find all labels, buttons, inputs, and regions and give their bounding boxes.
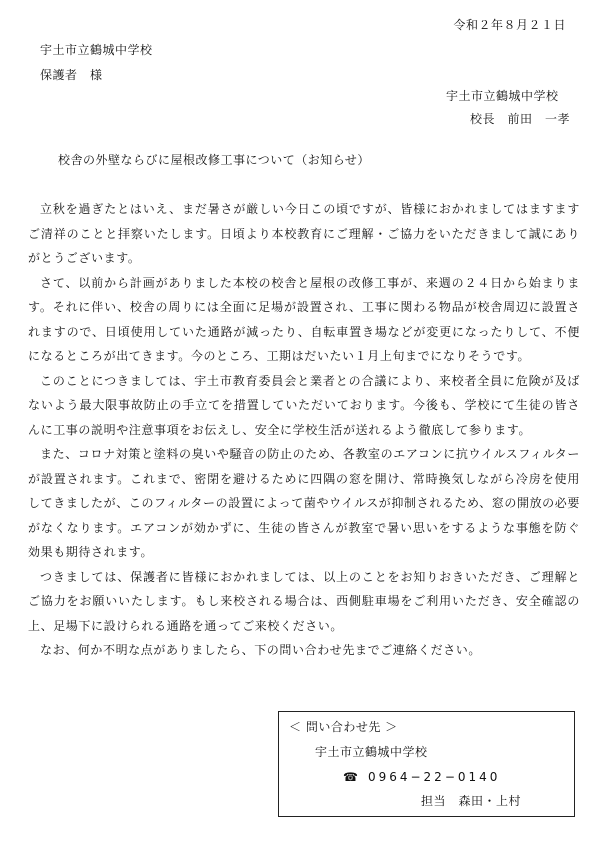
notice-body xyxy=(28,197,580,663)
recipient-school: 宇土市立鶴城中学校 xyxy=(40,43,153,57)
sender-school: 宇土市立鶴城中学校 xyxy=(446,89,559,103)
issue-date: 令和２年８月２１日 xyxy=(453,18,566,32)
body-paragraph: さて、以前から計画がありました本校の校舎と屋根の改修工事が、来週の２４日から始まります。それに伴い、校舎の周りには全面に足場が設置され、工事に関わる物品が校舎周辺に設置されますので、日頃使用していた通路が減ったり、自転車置き場などが変更になったりして、不便になるところが出てきます。今のところ、工期はだいたい１月上旬までになりそうです。 xyxy=(28,275,580,363)
sender-principal: 校長 前田 一孝 xyxy=(470,112,571,126)
contact-staff: 担当 森田・上村 xyxy=(421,794,522,808)
contact-phone-line xyxy=(343,769,500,785)
body-paragraph: つきましては、保護者に皆様におかれましては、以上のことをお知りおきいただき、ご理解とご協力をお願いいたします。もし来校される場合は、西側駐車場をご利用いただき、安全確認の上、足場下に設けられる通路を通ってご来校ください。 xyxy=(28,569,580,633)
body-paragraph: なお、何か不明な点がありましたら、下の問い合わせ先までご連絡ください。 xyxy=(40,643,482,657)
body-paragraph: また、コロナ対策と塗料の臭いや騒音の防止のため、各教室のエアコンに抗ウイルスフィルターが設置されます。これまで、密閉を避けるために四隅の窓を開け、常時換気しながら冷房を使用してきましたが、このフィルターの設置によって菌やウイルスが抑制されるため、窓の開放の必要がなくなります。エアコンが効かずに、生徒の皆さんが教室で暑い思いをするような事態を防ぐ効果も期待されます。 xyxy=(28,447,580,559)
contact-heading: ＜ 問い合わせ先 ＞ xyxy=(289,720,398,734)
recipient-guardian: 保護者 様 xyxy=(40,68,103,82)
body-paragraph: 立秋を過ぎたとはいえ、まだ暑さが厳しい今日この頃ですが、皆様におかれましてはますますご清祥のことと拝察いたします。日頃より本校教育にご理解・ご協力をいただきまして誠にありがとうございます。 xyxy=(28,202,580,265)
telephone-icon: ☎ xyxy=(343,770,358,784)
contact-phone-number: 0964−22−0140 xyxy=(367,770,501,784)
notice-subject: 校舎の外壁ならびに屋根改修工事について（お知らせ） xyxy=(58,153,370,167)
body-paragraph: このことにつきましては、宇土市教育委員会と業者との合議により、来校者全員に危険が及ばないよう最大限事故防止の手立てを措置していただいております。今後も、学校にて生徒の皆さんに工事の説明や注意事項をお伝えし、安全に学校生活が送れるよう徹底して参ります。 xyxy=(28,373,580,437)
contact-school: 宇土市立鶴城中学校 xyxy=(315,745,428,759)
contact-box xyxy=(278,711,575,817)
